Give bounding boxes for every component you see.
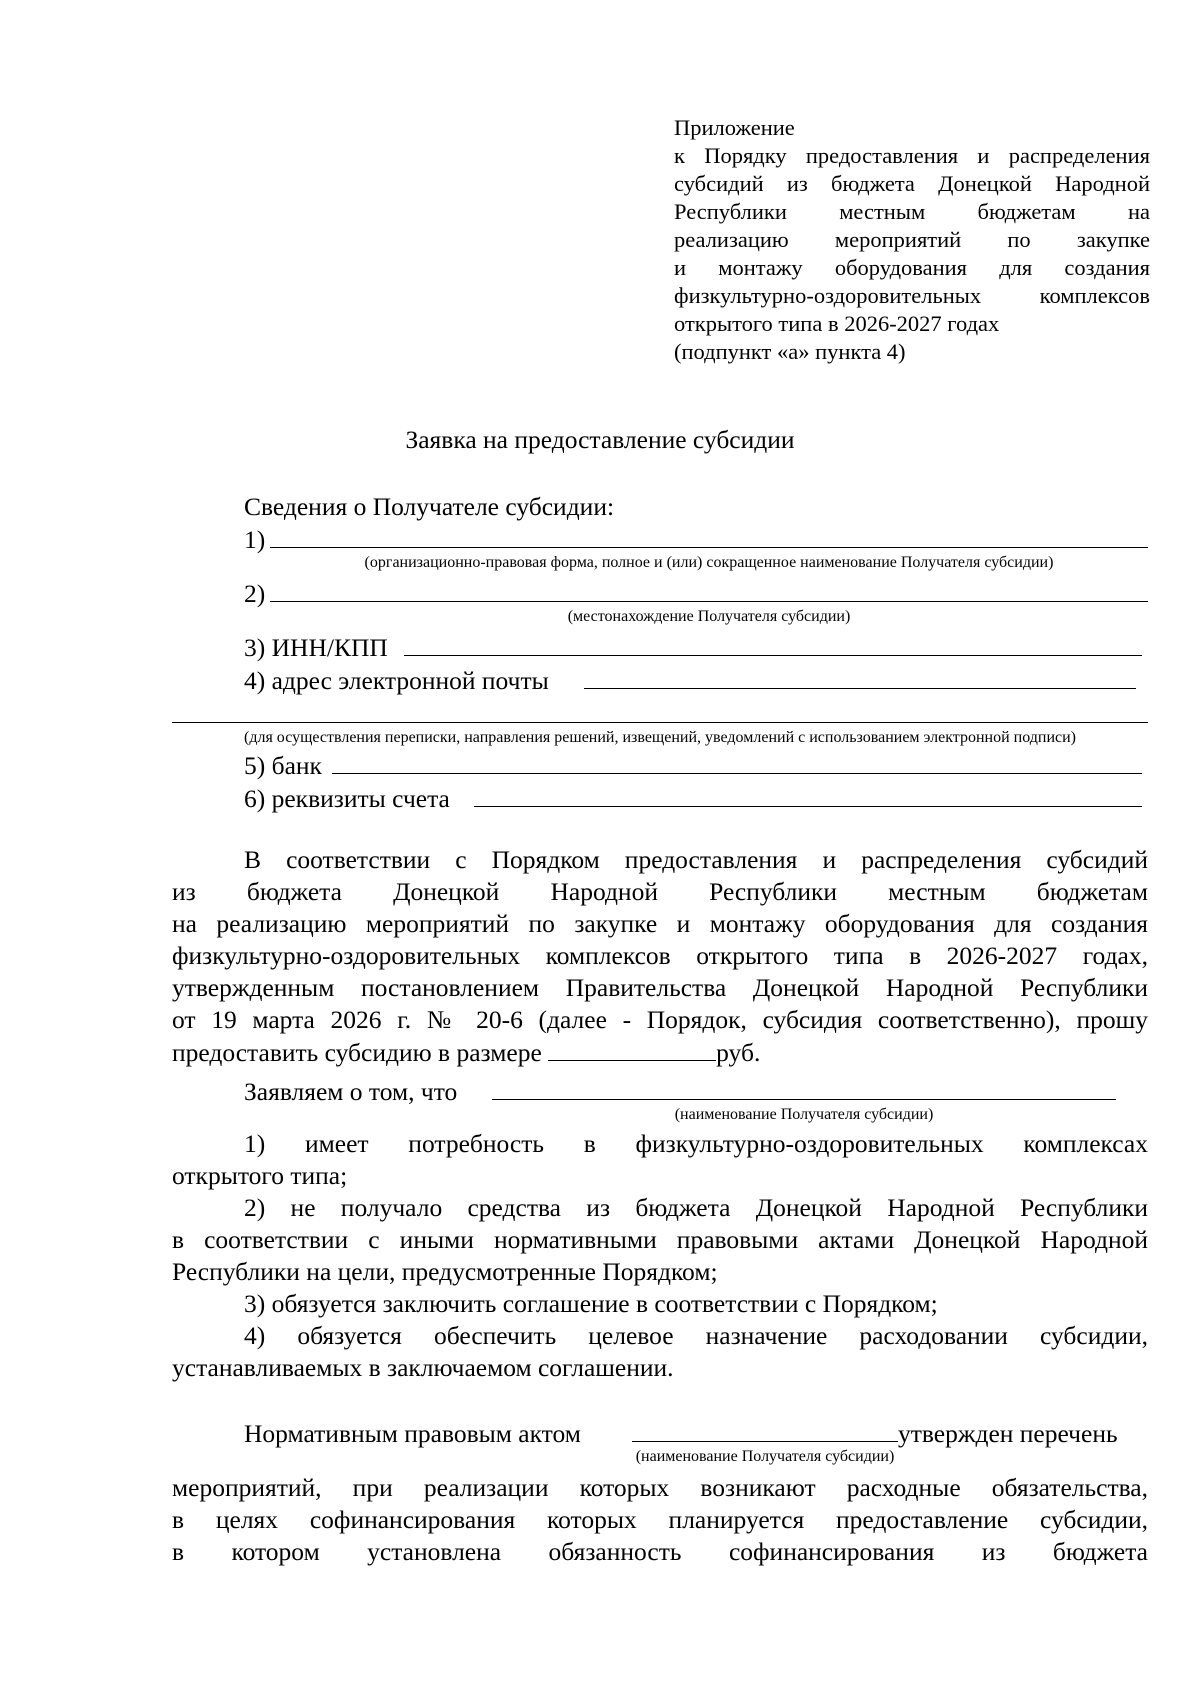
declare-recipient-field[interactable] xyxy=(492,1099,1116,1100)
paragraph-line xyxy=(172,1036,1148,1069)
appendix-line: реализацию мероприятий по закупке xyxy=(674,227,1150,252)
norm-line: в котором установлена обязанность софинансирования из бюджета xyxy=(172,1537,1148,1566)
item-3-line: 3) обязуется заключить соглашение в соответствии с Порядком; xyxy=(244,1289,938,1318)
recipient-item-2-label: 2) xyxy=(244,579,266,608)
recipient-item-5-label: 5) банк xyxy=(244,751,322,780)
declare-hint: (наименование Получателя субсидии) xyxy=(674,1106,934,1123)
appendix-line: физкультурно-оздоровительных комплексов xyxy=(674,283,1150,308)
appendix-line: (подпункт «а» пункта 4) xyxy=(674,339,906,364)
norm-suffix: утвержден перечень xyxy=(898,1419,1118,1448)
item-4-line: 4) обязуется обеспечить целевое назначение расходовании субсидии, xyxy=(244,1321,1148,1350)
document-title: Заявка на предоставление субсидии xyxy=(405,425,795,454)
amount-prefix: предоставить субсидию в размере xyxy=(172,1038,542,1067)
norm-line: мероприятий, при реализации которых возникают расходные обязательства, xyxy=(172,1473,1148,1502)
recipient-item-3-label: 3) ИНН/КПП xyxy=(244,633,388,662)
recipient-name-hint: (организационно-правовая форма, полное и (или) сокращенное наименование Получателя субсидии) xyxy=(364,554,1054,571)
item-2-line: в соответствии с иными нормативными правовыми актами Донецкой Народной xyxy=(172,1225,1148,1254)
appendix-line: и монтажу оборудования для создания xyxy=(674,255,1150,280)
paragraph-line: физкультурно-оздоровительных комплексов открытого типа в 2026-2027 годах, xyxy=(172,941,1148,970)
item-1-line: открытого типа; xyxy=(172,1161,348,1190)
appendix-header xyxy=(674,114,1150,366)
paragraph-line: на реализацию мероприятий по закупке и монтажу оборудования для создания xyxy=(172,909,1148,938)
appendix-line: субсидий из бюджета Донецкой Народной xyxy=(674,171,1150,196)
norm-prefix: Нормативным правовым актом xyxy=(244,1419,581,1448)
appendix-line: Республики местным бюджетам на xyxy=(674,199,1150,224)
email-hint: (для осуществления переписки, направления решений, извещений, уведомлений с использованием электронной подписи) xyxy=(243,729,1077,746)
paragraph-line: от 19 марта 2026 г. № 20-6 (далее - Порядок, субсидия соответственно), прошу xyxy=(172,1005,1148,1034)
item-2-line: 2) не получало средства из бюджета Донецкой Народной Республики xyxy=(244,1193,1148,1222)
recipient-location-field[interactable] xyxy=(270,601,1148,602)
item-2-line: Республики на цели, предусмотренные Порядком; xyxy=(172,1257,718,1286)
appendix-line: к Порядку предоставления и распределения xyxy=(674,143,1150,168)
recipient-name-field[interactable] xyxy=(270,547,1148,548)
recipient-item-1-label: 1) xyxy=(244,525,266,554)
recipient-heading: Сведения о Получателе субсидии: xyxy=(244,492,615,521)
declaration-items xyxy=(172,1128,1148,1384)
recipient-item-6-label: 6) реквизиты счета xyxy=(244,784,450,813)
item-4-line: устанавливаемых в заключаемом соглашении. xyxy=(172,1353,674,1382)
request-paragraph xyxy=(172,844,1148,1069)
paragraph-line: из бюджета Донецкой Народной Республики местным бюджетам xyxy=(172,877,1148,906)
appendix-line: открытого типа в 2026-2027 годах xyxy=(674,311,1000,336)
norm-act-field[interactable] xyxy=(632,1441,898,1442)
norm-line: в целях софинансирования которых планируется предоставление субсидии, xyxy=(172,1505,1148,1534)
norm-paragraph xyxy=(172,1472,1148,1568)
account-details-field[interactable] xyxy=(474,806,1142,807)
bank-field[interactable] xyxy=(332,773,1142,774)
norm-hint: (наименование Получателя субсидии) xyxy=(635,1448,895,1465)
email-field-continued[interactable] xyxy=(172,722,1148,723)
appendix-title: Приложение xyxy=(674,115,795,140)
inn-kpp-field[interactable] xyxy=(404,655,1142,656)
recipient-item-4-label: 4) адрес электронной почты xyxy=(244,666,549,695)
amount-suffix: руб. xyxy=(716,1038,761,1067)
item-1-line: 1) имеет потребность в физкультурно-оздоровительных комплексах xyxy=(244,1129,1148,1158)
paragraph-line: утвержденным постановлением Правительства Донецкой Народной Республики xyxy=(172,973,1148,1002)
paragraph-line: В соответствии с Порядком предоставления и распределения субсидий xyxy=(244,845,1148,874)
declare-prefix: Заявляем о том, что xyxy=(244,1077,458,1106)
email-field[interactable] xyxy=(584,688,1136,689)
recipient-location-hint: (местонахождение Получателя субсидии) xyxy=(567,608,851,625)
amount-field[interactable] xyxy=(548,1036,716,1061)
